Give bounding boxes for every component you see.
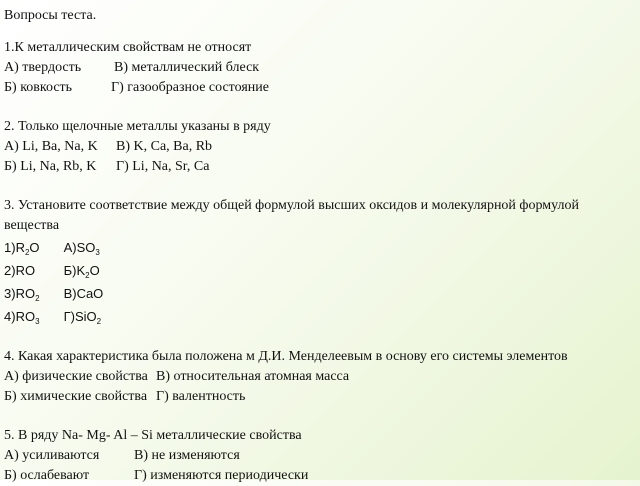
page-title: Вопросы теста. [4, 8, 97, 23]
q3-row-letter: Г) [63, 309, 75, 324]
q3-molecular-formula [77, 240, 100, 255]
q3-general-formula [16, 305, 64, 328]
q3-general-formula [16, 259, 64, 282]
q5-options-row1 [4, 446, 634, 466]
q1-options-row1 [4, 58, 634, 78]
formula-part: R [15, 240, 25, 255]
q2-option-a: А) Li, Ba, Na, K [4, 139, 98, 154]
q3-molecular-formula [77, 286, 104, 301]
q5-option-b: В) не изменяются [134, 448, 240, 463]
q3-match-row-2 [4, 259, 634, 282]
q2-options-row1 [4, 137, 634, 157]
q5-option-d: Г) изменяются периодически [134, 468, 309, 483]
q2-question: 2. Только щелочные металлы указаны в ряду [4, 119, 271, 134]
q4-option-a: А) физические свойства [4, 369, 148, 384]
q3-row-letter: А) [63, 240, 77, 255]
q3-row-number: 3) [4, 286, 16, 301]
q3-question-line2: вещества [4, 218, 60, 233]
q5-options-row2 [4, 466, 634, 486]
q3-molecular-formula [76, 263, 99, 278]
q4-options-row1 [4, 367, 634, 387]
q3-match-row-3 [4, 282, 634, 305]
formula-part: SO [76, 240, 96, 255]
formula-subscript: 2 [24, 248, 30, 257]
q2-option-c: Б) Li, Na, Rb, K [4, 159, 97, 174]
formula-part: O [89, 263, 100, 278]
q5-question: 5. В ряду Na- Mg- Al – Si металлические свойства [4, 428, 302, 443]
formula-subscript: 3 [95, 248, 100, 257]
q5-option-c: Б) ослабевают [4, 468, 90, 483]
q5-option-a: А) усиливаются [4, 448, 100, 463]
formula-part: SiO [74, 309, 97, 324]
formula-part: RO [15, 286, 36, 301]
q3-row-letter: Б) [63, 263, 77, 278]
formula-subscript: 2 [85, 271, 90, 280]
q4-option-b: В) относительная атомная масса [156, 369, 350, 384]
q2-option-b: В) K, Ca, Ba, Rb [116, 139, 213, 154]
formula-part: K [76, 263, 86, 278]
q3-row-number: 1) [4, 240, 16, 255]
q1-option-c: Б) ковкость [4, 80, 73, 95]
q1-option-d: Г) газообразное состояние [111, 80, 269, 95]
test-document [4, 6, 634, 486]
q1-option-b: В) металлический блеск [114, 60, 260, 75]
q3-row-number: 2) [4, 263, 16, 278]
q4-option-d: Г) валентность [156, 389, 246, 404]
formula-subscript: 3 [35, 317, 40, 326]
q1-options-row2 [4, 78, 634, 98]
q2-option-d: Г) Li, Na, Sr, Ca [116, 159, 210, 174]
formula-part: O [29, 240, 40, 255]
q3-row-letter: В) [63, 286, 77, 301]
formula-part: RO [15, 309, 36, 324]
q3-general-formula [16, 236, 64, 259]
q3-row-number: 4) [4, 309, 16, 324]
q3-question-line1: 3. Установите соответствие между общей формулой высших оксидов и молекулярной формулой [4, 198, 580, 213]
formula-subscript: 2 [35, 294, 40, 303]
q3-match-row-4 [4, 305, 634, 328]
q2-options-row2 [4, 157, 634, 177]
q3-molecular-formula [75, 309, 101, 324]
q3-general-formula [16, 282, 64, 305]
q4-question: 4. Какая характеристика была положена м Д.И. Менделеевым в основу его системы элементов [4, 349, 568, 364]
q1-question: 1.К металлическим свойствам не относят [4, 40, 252, 55]
q4-option-c: Б) химические свойства [4, 389, 148, 404]
formula-subscript: 2 [96, 317, 102, 326]
formula-part: CaO [76, 286, 104, 301]
q3-match-row-1 [4, 236, 634, 259]
formula-part: RO [15, 263, 36, 278]
q1-option-a: А) твердость [4, 60, 82, 75]
q4-options-row2 [4, 387, 634, 407]
